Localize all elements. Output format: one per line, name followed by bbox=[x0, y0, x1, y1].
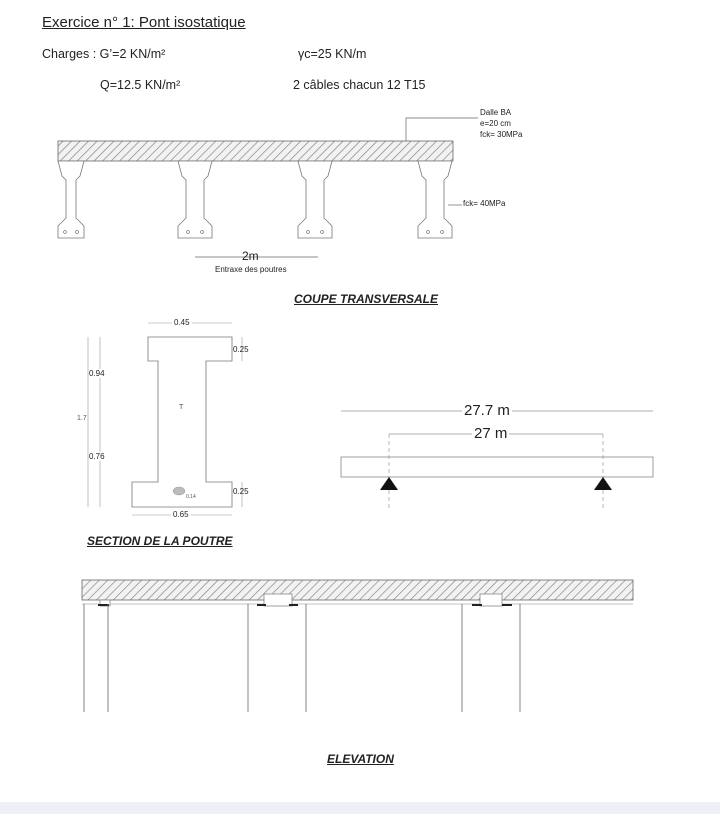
charge-q: Q=12.5 KN/m² bbox=[100, 78, 181, 92]
cables-spec: 2 câbles chacun 12 T15 bbox=[293, 78, 426, 92]
cable-dots bbox=[64, 231, 444, 234]
dalle-leader-line bbox=[406, 118, 478, 141]
elevation-deck bbox=[82, 580, 633, 600]
deck-slab bbox=[58, 141, 453, 161]
dim-label-bottom-flange: 0.25 bbox=[233, 487, 249, 496]
viewer-bottom-bar bbox=[0, 802, 720, 814]
total-span-label: 27.7 m bbox=[464, 402, 510, 419]
dim-label-upper: 0.94 bbox=[89, 369, 105, 378]
exercise-title: Exercice n° 1: Pont isostatique bbox=[42, 14, 246, 31]
caption-elevation: ELEVATION bbox=[327, 752, 394, 766]
dim-label-top-width: 0.45 bbox=[174, 318, 190, 327]
dim-label-total: 1.7 bbox=[77, 415, 87, 422]
dim-label-lower: 0.76 bbox=[89, 452, 105, 461]
dalle-label: Dalle BA bbox=[480, 108, 512, 117]
caption-section-poutre: SECTION DE LA POUTRE bbox=[87, 534, 233, 548]
i-beam-outline bbox=[132, 337, 232, 507]
beams-group bbox=[58, 161, 452, 238]
beam-1 bbox=[58, 161, 84, 238]
gamma-c: γc=25 KN/m bbox=[298, 47, 367, 61]
elevation-drawing bbox=[82, 580, 633, 712]
span-beam bbox=[341, 457, 653, 477]
beam-section-drawing bbox=[88, 323, 242, 515]
dalle-fck: fck= 30MPa bbox=[480, 130, 523, 139]
beam-4 bbox=[418, 161, 452, 238]
beam-3 bbox=[298, 161, 332, 238]
dalle-thickness: e=20 cm bbox=[480, 119, 511, 128]
left-support bbox=[380, 477, 398, 490]
caption-coupe-transversale: COUPE TRANSVERSALE bbox=[294, 292, 439, 306]
beam-2 bbox=[178, 161, 212, 238]
charge-g: Charges : G’=2 KN/m² bbox=[42, 47, 166, 61]
cable-position bbox=[173, 487, 185, 495]
cross-section-drawing bbox=[58, 118, 478, 257]
beam-fck: fck= 40MPa bbox=[463, 199, 506, 208]
dim-label-top-flange: 0.25 bbox=[233, 345, 249, 354]
web-mark: T bbox=[179, 404, 184, 411]
entraxe-label: Entraxe des poutres bbox=[215, 265, 287, 274]
bearing-2 bbox=[264, 594, 292, 606]
right-support bbox=[594, 477, 612, 490]
cable-mark: 0.14 bbox=[186, 494, 196, 500]
bearing-span-label: 27 m bbox=[474, 425, 508, 442]
bearing-3 bbox=[480, 594, 502, 606]
entraxe-value: 2m bbox=[242, 249, 259, 263]
dim-label-bottom-width: 0.65 bbox=[173, 510, 189, 519]
